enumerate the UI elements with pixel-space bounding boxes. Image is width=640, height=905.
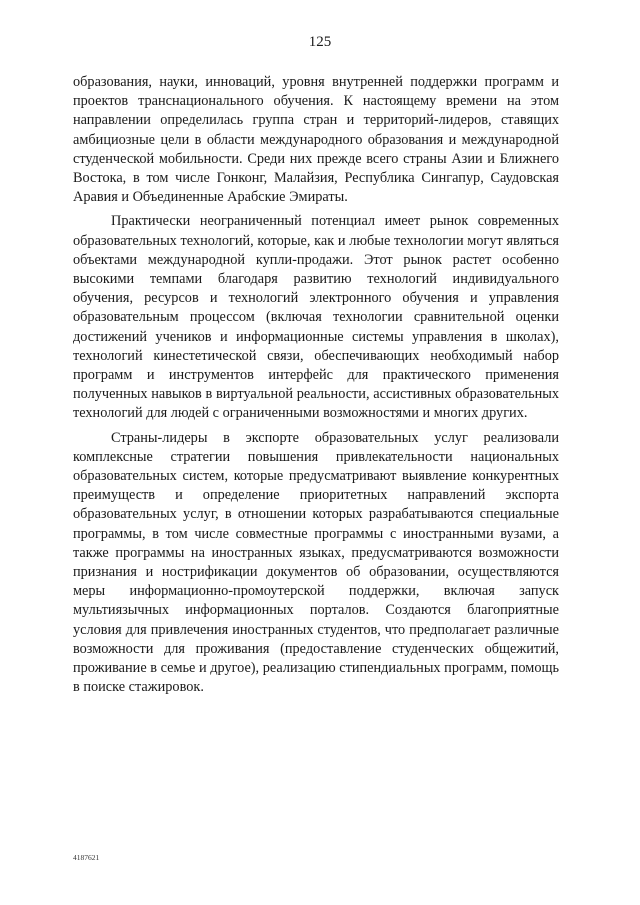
paragraph-continuation: образования, науки, инноваций, уровня внутренней поддержки программ и проектов транснационального обучения. К настоящему времени на этом направлении определилась группа стран и территорий-лидеров, ставящих амбициозные цели в области международного образования и международной студенческой мобильности. Среди них прежде всего страны Азии и Ближнего Востока, в том числе Гонконг, Малайзия, Республика Сингапур, Саудовская Аравия и Объединенные Арабские Эмираты. [73,74,559,206]
document-id: 4187621 [73,853,100,862]
page-number: 125 [308,34,332,50]
document-body [73,73,559,698]
paragraph-leading-countries: Страны-лидеры в экспорте образовательных услуг реализовали комплексные стратегии повышения привлекательности национальных образовательных систем, которые предусматривают выявление конкурентных преимуществ и определение приоритетных направлений экспорта образовательных услуг, в отношении которых разрабатываются специальные программы, в том числе совместные программы с иностранными вузами, а также программы на иностранных языках, предусматриваются возможности признания и нострификации документов об образовании, осуществляются меры информационно-промоутерской поддержки, включая запуск мультиязычных информационных порталов. Создаются благоприятные условия для привлечения иностранных студентов, что предполагает различные возможности для проживания (предоставление студенческих общежитий, проживание в семье и другое), реализацию стипендиальных программ, помощь в поиске стажировок. [73,429,559,696]
paragraph-technologies-market: Практически неограниченный потенциал имеет рынок современных образовательных технологий, которые, как и любые технологии могут являться объектами международной купли-продажи. Этот рынок растет особенно высокими темпами благодаря развитию технологий индивидуального обучения, ресурсов и технологий электронного обучения и управления образовательным процессом (включая технологии сравнительной оценки достижений учеников и информационные системы управления в школах), технологий кинестетической связи, обеспечивающих необходимый набор программ и инструментов интерфейс для практического применения полученных навыков в виртуальной реальности, ассистивных образовательных технологий для людей с ограниченными возможностями и многих других. [73,213,559,422]
